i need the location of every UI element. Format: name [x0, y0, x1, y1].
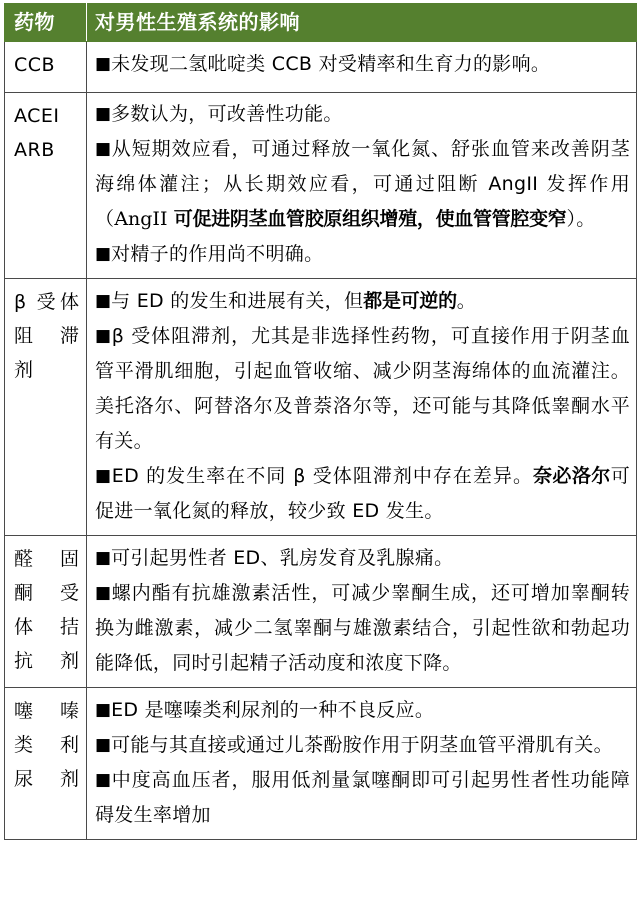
drug-name-line: β 受体 [14, 291, 79, 313]
square-bullet-icon: ■ [95, 104, 112, 124]
effect-bullet-item [95, 576, 630, 681]
drug-effect-table [4, 3, 637, 840]
effect-bullet-item [95, 47, 630, 82]
effect-text: AngII [114, 208, 168, 230]
table-header-row [5, 4, 637, 42]
drug-name-cell [5, 42, 87, 93]
effect-text: 。 [456, 290, 477, 312]
effect-description-cell [87, 93, 637, 279]
effect-description-cell [87, 536, 637, 688]
effect-bullet-item [95, 728, 630, 763]
column-header-effect: 对男性生殖系统的影响 [87, 4, 637, 42]
effect-bullet-item [95, 97, 630, 132]
square-bullet-icon: ■ [95, 770, 112, 790]
drug-name-line: 尿剂 [14, 768, 79, 790]
square-bullet-icon: ■ [95, 139, 112, 159]
emphasised-text: 奈必洛尔 [533, 465, 611, 487]
effect-text: 对精子的作用尚不明确。 [111, 243, 324, 265]
emphasised-text: 都是可逆的 [363, 290, 457, 312]
table-row [5, 536, 637, 688]
effect-text: 可引起男性者 ED、乳房发育及乳腺痛。 [111, 547, 454, 569]
effect-text: 未发现二氢吡啶类 CCB 对受精率和生育力的影响。 [111, 53, 551, 75]
drug-name-cell [5, 688, 87, 840]
effect-description-cell [87, 688, 637, 840]
effect-text: 螺内酯有抗雄激素活性，可减少睾酮生成，还可增加睾酮转换为雌激素，减少二氢睾酮与雄激素结合，引起性欲和勃起功能降低，同时引起精子活动度和浓度下降。 [95, 582, 631, 674]
drug-name-line: 体 拮 [14, 616, 79, 638]
drug-name-line: CCB [14, 54, 56, 76]
column-header-drug: 药物 [5, 4, 87, 42]
effect-text: 可能与其直接或通过儿茶酚胺作用于阴茎血管平滑肌有关。 [111, 734, 613, 756]
drug-name-line: ARB [14, 139, 55, 161]
square-bullet-icon: ■ [95, 735, 112, 755]
effect-text: 与 ED 的发生和进展有关，但 [111, 290, 364, 312]
effect-text: ）。 [566, 208, 596, 230]
drug-name-cell [5, 279, 87, 536]
square-bullet-icon: ■ [95, 583, 112, 603]
effect-text: β 受体阻滞剂，尤其是非选择性药物，可直接作用于阴茎血管平滑肌细胞，引起血管收缩、减少阴茎海绵体的血流灌注。美托洛尔、阿替洛尔及普萘洛尔等，还可能与其降低睾酮水平有关。 [95, 325, 630, 452]
drug-name-line: 抗剂 [14, 650, 79, 672]
square-bullet-icon: ■ [95, 54, 112, 74]
table-row [5, 688, 637, 840]
drug-name-line: 类 利 [14, 734, 79, 756]
effect-description-cell [87, 279, 637, 536]
table-row [5, 93, 637, 279]
effect-text: 多数认为，可改善性功能。 [111, 103, 343, 125]
drug-name-line: 阻 滞 [14, 325, 79, 347]
effect-bullet-item [95, 132, 630, 237]
effect-bullet-item [95, 284, 630, 319]
effect-text: ED 是噻嗪类利尿剂的一种不良反应。 [111, 699, 435, 721]
square-bullet-icon: ■ [95, 291, 112, 311]
square-bullet-icon: ■ [95, 244, 112, 264]
effect-bullet-item [95, 763, 630, 833]
effect-bullet-item [95, 541, 630, 576]
effect-text: 从短期效应看，可通过释放一氧化氮、舒张血管来改善阴茎海绵体灌注；从长期效应看，可通过阻断 AngII 发挥作用（ [95, 138, 631, 230]
table-row [5, 279, 637, 536]
drug-name-line: 剂 [14, 359, 34, 381]
square-bullet-icon: ■ [95, 700, 112, 720]
square-bullet-icon: ■ [95, 466, 112, 486]
drug-name-cell [5, 93, 87, 279]
emphasised-text: 可促进阴茎血管胶原组织增殖，使血管管腔变窄 [173, 208, 567, 230]
effect-text: 中度高血压者，服用低剂量氯噻酮即可引起男性者性功能障碍发生率增加 [95, 769, 631, 826]
effect-bullet-item [95, 459, 630, 529]
drug-name-line: 醛 固 [14, 548, 79, 570]
table-body [5, 42, 637, 840]
table-header [5, 4, 637, 42]
drug-name-line: 噻 嗪 [14, 700, 79, 722]
square-bullet-icon: ■ [95, 548, 112, 568]
effect-bullet-item [95, 237, 630, 272]
square-bullet-icon: ■ [95, 326, 112, 346]
table-row [5, 42, 637, 93]
effect-text: ED 的发生率在不同 β 受体阻滞剂中存在差异。 [111, 465, 533, 487]
drug-name-line: ACEI [14, 105, 60, 127]
effect-bullet-item [95, 693, 630, 728]
effect-text: 可促进一氧化氮的释放，较少致 ED 发生。 [95, 465, 630, 522]
effect-description-cell [87, 42, 637, 93]
effect-bullet-item [95, 319, 630, 459]
drug-name-cell [5, 536, 87, 688]
drug-name-line: 酮 受 [14, 582, 79, 604]
